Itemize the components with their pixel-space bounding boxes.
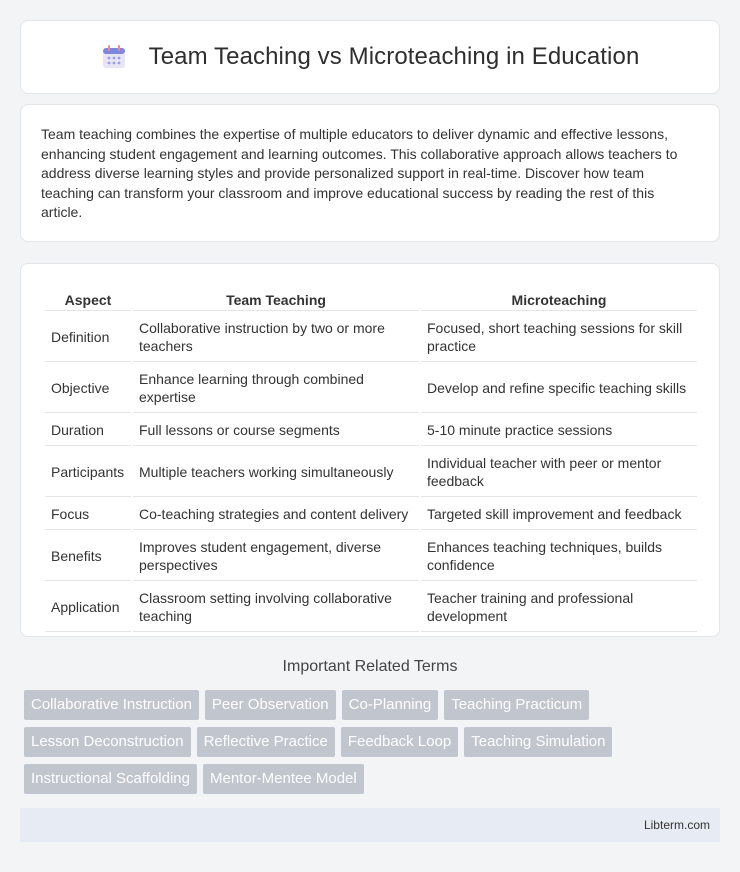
related-term-tag[interactable]: Feedback Loop bbox=[341, 727, 458, 757]
calendar-icon bbox=[101, 44, 127, 70]
cell-team-teaching: Improves student engagement, diverse perspectives bbox=[133, 532, 419, 581]
cell-microteaching: Develop and refine specific teaching skills bbox=[421, 364, 697, 413]
table-row bbox=[45, 583, 697, 632]
footer-site-link[interactable]: Libterm.com bbox=[643, 818, 710, 832]
intro-text: Team teaching combines the expertise of multiple educators to deliver dynamic and effective lessons, enhancing student engagement and learning outcomes. This collaborative approach allows teachers to address diverse learning styles and provide personalized support in real-time. Discover how team teaching can transform your classroom and improve educational success by reading the rest of this article. bbox=[41, 126, 678, 221]
related-terms-heading: Important Related Terms bbox=[282, 658, 458, 675]
table-row bbox=[45, 499, 697, 530]
related-term-tag[interactable]: Reflective Practice bbox=[197, 727, 335, 757]
cell-team-teaching: Co-teaching strategies and content delivery bbox=[133, 499, 419, 530]
cell-microteaching: Enhances teaching techniques, builds confidence bbox=[421, 532, 697, 581]
related-term-tag[interactable]: Mentor-Mentee Model bbox=[203, 764, 364, 794]
cell-microteaching: 5-10 minute practice sessions bbox=[421, 415, 697, 446]
cell-microteaching: Focused, short teaching sessions for skill practice bbox=[421, 313, 697, 362]
related-term-tag[interactable]: Instructional Scaffolding bbox=[24, 764, 197, 794]
cell-team-teaching: Multiple teachers working simultaneously bbox=[133, 448, 419, 497]
related-term-tag[interactable]: Co-Planning bbox=[342, 690, 439, 720]
table-row bbox=[45, 313, 697, 362]
cell-team-teaching: Collaborative instruction by two or more teachers bbox=[133, 313, 419, 362]
cell-team-teaching: Enhance learning through combined expertise bbox=[133, 364, 419, 413]
header-team-teaching: Team Teaching bbox=[133, 286, 419, 311]
comparison-table-card bbox=[20, 263, 720, 637]
comparison-table bbox=[43, 284, 699, 634]
cell-microteaching: Teacher training and professional development bbox=[421, 583, 697, 632]
page-title: Team Teaching vs Microteaching in Education bbox=[148, 43, 640, 70]
cell-team-teaching: Full lessons or course segments bbox=[133, 415, 419, 446]
related-term-tag[interactable]: Collaborative Instruction bbox=[24, 690, 199, 720]
table-row bbox=[45, 448, 697, 497]
table-row bbox=[45, 415, 697, 446]
cell-aspect: Definition bbox=[45, 313, 131, 362]
cell-aspect: Objective bbox=[45, 364, 131, 413]
footer bbox=[20, 808, 720, 842]
title-card bbox=[20, 20, 720, 94]
related-term-tag[interactable]: Lesson Deconstruction bbox=[24, 727, 191, 757]
cell-aspect: Application bbox=[45, 583, 131, 632]
cell-microteaching: Targeted skill improvement and feedback bbox=[421, 499, 697, 530]
cell-team-teaching: Classroom setting involving collaborative teaching bbox=[133, 583, 419, 632]
table-row bbox=[45, 532, 697, 581]
cell-aspect: Participants bbox=[45, 448, 131, 497]
related-term-tag[interactable]: Peer Observation bbox=[205, 690, 336, 720]
header-aspect: Aspect bbox=[45, 286, 131, 311]
cell-aspect: Duration bbox=[45, 415, 131, 446]
table-header-row bbox=[45, 286, 697, 311]
cell-aspect: Focus bbox=[45, 499, 131, 530]
related-terms-list bbox=[24, 690, 724, 794]
cell-microteaching: Individual teacher with peer or mentor feedback bbox=[421, 448, 697, 497]
header-microteaching: Microteaching bbox=[421, 286, 697, 311]
table-row bbox=[45, 364, 697, 413]
cell-aspect: Benefits bbox=[45, 532, 131, 581]
related-term-tag[interactable]: Teaching Simulation bbox=[464, 727, 612, 757]
related-term-tag[interactable]: Teaching Practicum bbox=[444, 690, 589, 720]
intro-card bbox=[20, 104, 720, 242]
